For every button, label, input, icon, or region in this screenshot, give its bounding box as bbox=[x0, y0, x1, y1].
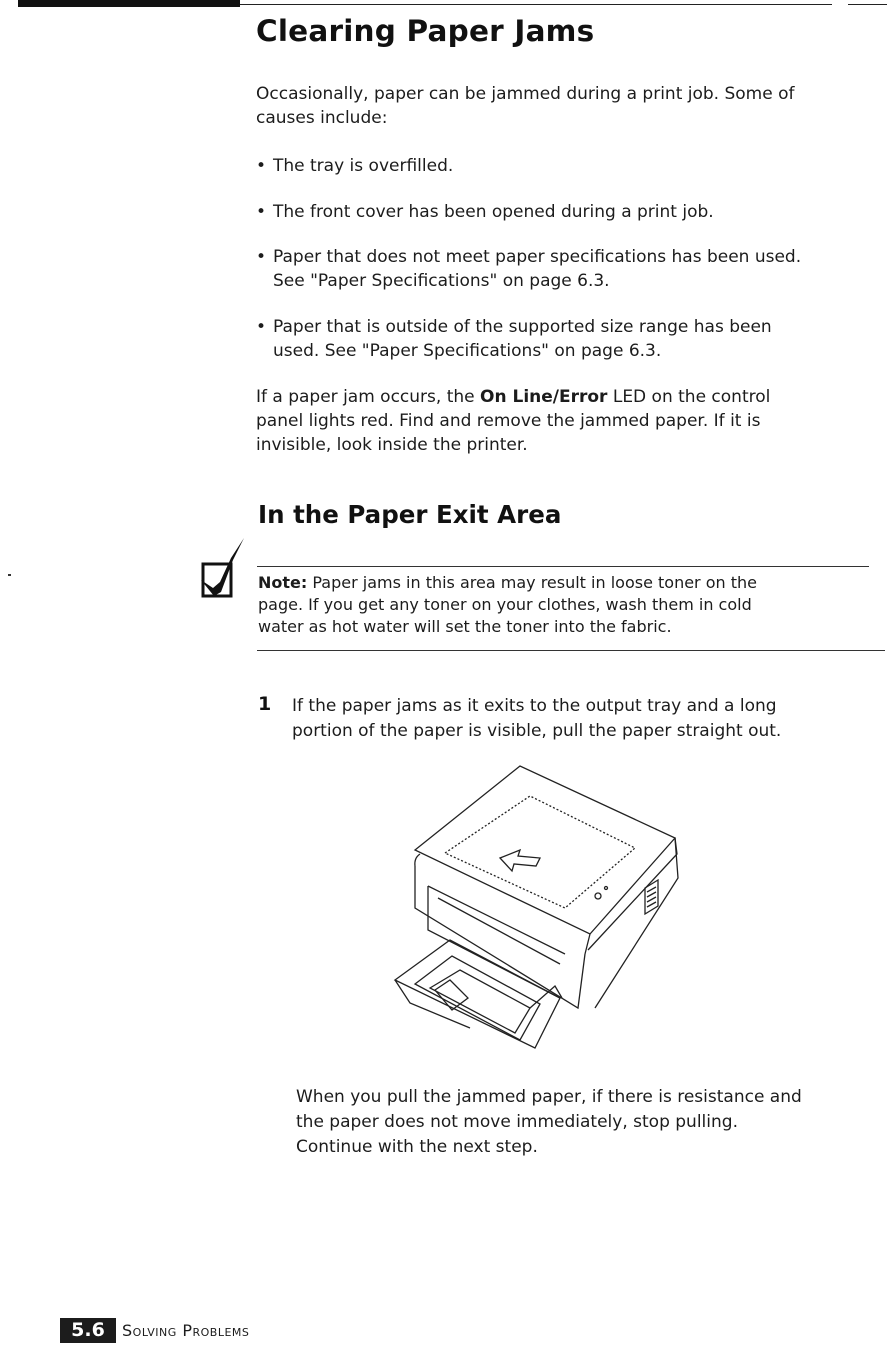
step-line: If the paper jams as it exits to the output tray and a long bbox=[292, 696, 777, 716]
followup-paragraph bbox=[296, 1085, 886, 1160]
bullet-icon: • bbox=[256, 156, 267, 176]
printer-output-tray-illustration bbox=[390, 758, 690, 1058]
header-rule-tail bbox=[848, 4, 887, 5]
intro-line-1: Occasionally, paper can be jammed during a print job. Some of bbox=[256, 84, 795, 104]
note-text bbox=[258, 572, 868, 638]
led-name: On Line/Error bbox=[480, 387, 608, 407]
step-text bbox=[292, 694, 882, 744]
bullet-text: The front cover has been opened during a print job. bbox=[273, 202, 714, 222]
followup-line: Continue with the next step. bbox=[296, 1137, 538, 1157]
bullet-text: See "Paper Specifications" on page 6.3. bbox=[273, 271, 610, 291]
margin-mark bbox=[8, 574, 11, 576]
led-paragraph bbox=[256, 385, 770, 457]
list-item bbox=[256, 154, 884, 178]
bullet-text: used. See "Paper Specifications" on page 6.3. bbox=[273, 341, 662, 361]
note-rule-bottom bbox=[257, 650, 885, 651]
page-title: Clearing Paper Jams bbox=[256, 14, 595, 48]
bullet-text: Paper that does not meet paper specifications has been used. bbox=[273, 247, 802, 267]
section-title: In the Paper Exit Area bbox=[258, 500, 562, 529]
note-rule-top bbox=[257, 566, 869, 567]
followup-line: When you pull the jammed paper, if there is resistance and bbox=[296, 1087, 802, 1107]
intro-line-2: causes include: bbox=[256, 108, 388, 128]
led-text: If a paper jam occurs, the bbox=[256, 387, 481, 407]
page-number-badge: 5.6 bbox=[60, 1318, 116, 1343]
step-number: 1 bbox=[258, 693, 272, 715]
header-rule-thick bbox=[18, 0, 240, 7]
list-item bbox=[256, 245, 884, 293]
bullet-text: Paper that is outside of the supported size range has been bbox=[273, 317, 772, 337]
note-line: Paper jams in this area may result in loose toner on the bbox=[307, 573, 757, 592]
bullet-icon: • bbox=[256, 247, 267, 267]
note-label: Note: bbox=[258, 573, 308, 592]
list-item bbox=[256, 200, 884, 224]
list-item bbox=[256, 315, 884, 363]
bullet-icon: • bbox=[256, 202, 267, 222]
bullet-icon: • bbox=[256, 317, 267, 337]
followup-line: the paper does not move immediately, stop pulling. bbox=[296, 1112, 738, 1132]
footer-section-name: Solving Problems bbox=[122, 1321, 250, 1340]
checkmark-note-icon bbox=[198, 536, 258, 606]
step-line: portion of the paper is visible, pull the paper straight out. bbox=[292, 721, 782, 741]
led-text: panel lights red. Find and remove the jammed paper. If it is bbox=[256, 411, 761, 431]
header-rule-thin bbox=[240, 4, 832, 5]
led-text: LED on the control bbox=[607, 387, 771, 407]
note-line: page. If you get any toner on your clothes, wash them in cold bbox=[258, 595, 752, 614]
led-text: invisible, look inside the printer. bbox=[256, 435, 528, 455]
bullet-text: The tray is overfilled. bbox=[273, 156, 454, 176]
note-line: water as hot water will set the toner into the fabric. bbox=[258, 617, 672, 636]
